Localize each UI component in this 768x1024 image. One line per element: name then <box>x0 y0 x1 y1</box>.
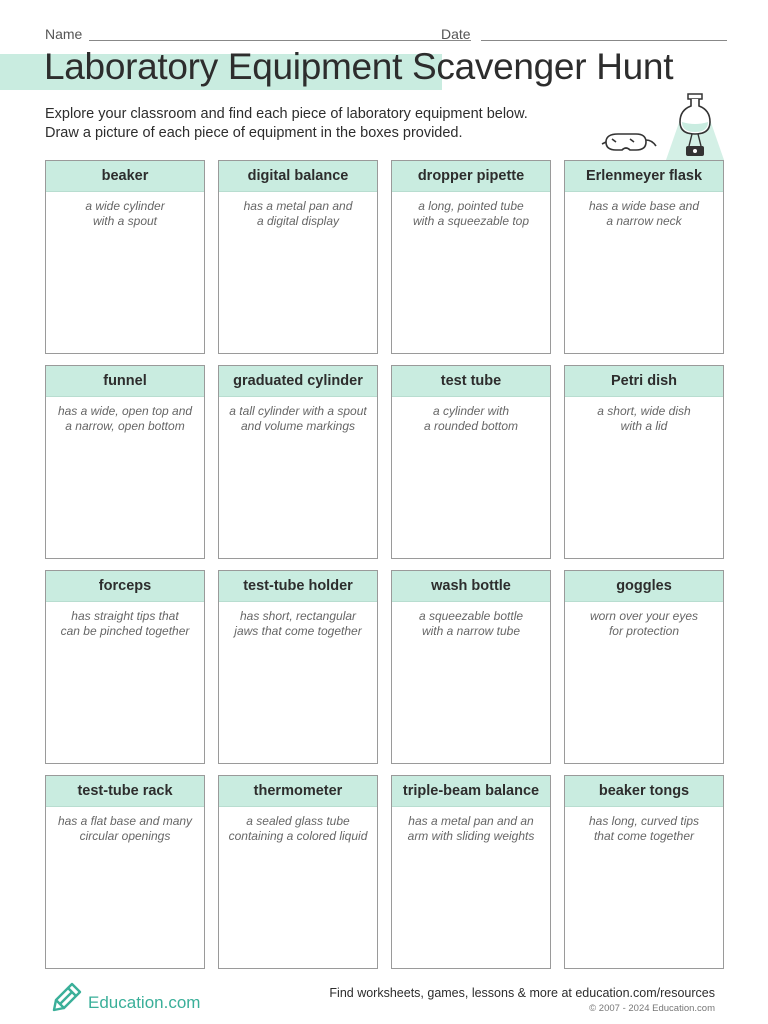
logo-text: Education.com <box>88 993 201 1012</box>
equipment-name: funnel <box>46 366 204 397</box>
name-field[interactable] <box>89 40 471 41</box>
equipment-description <box>392 192 550 229</box>
equipment-name: test-tube rack <box>46 776 204 807</box>
description-line-1: has a metal pan and <box>243 199 353 213</box>
description-line-2: jaws that come together <box>234 624 362 638</box>
equipment-description <box>392 807 550 844</box>
equipment-card[interactable] <box>564 570 724 764</box>
equipment-description <box>392 397 550 434</box>
copyright: © 2007 - 2024 Education.com <box>589 1003 715 1014</box>
equipment-card[interactable] <box>564 365 724 559</box>
equipment-name: triple-beam balance <box>392 776 550 807</box>
lab-illustration <box>600 92 730 162</box>
education-logo[interactable] <box>52 980 212 1014</box>
name-date-row <box>45 26 727 44</box>
description-line-2: a rounded bottom <box>423 419 519 433</box>
description-line-1: has a flat base and many <box>57 814 193 828</box>
description-line-2: that come together <box>593 829 695 843</box>
equipment-card[interactable] <box>391 570 551 764</box>
description-line-1: a wide cylinder <box>85 199 165 213</box>
equipment-description <box>565 397 723 434</box>
description-line-1: a tall cylinder with a spout <box>229 404 367 418</box>
description-line-1: has short, rectangular <box>239 609 357 623</box>
description-line-2: arm with sliding weights <box>407 829 535 843</box>
title-part-1: Laboratory Equipment <box>44 46 403 87</box>
equipment-card[interactable] <box>45 160 205 354</box>
description-line-2: a digital display <box>256 214 340 228</box>
description-line-2: for protection <box>608 624 680 638</box>
date-label: Date <box>441 26 471 42</box>
description-line-1: worn over your eyes <box>589 609 699 623</box>
equipment-description <box>219 192 377 229</box>
pencil-logo-icon <box>52 980 86 1014</box>
description-line-2: and volume markings <box>240 419 356 433</box>
description-line-1: has straight tips that <box>71 609 179 623</box>
footer-info <box>329 986 715 1014</box>
equipment-name: beaker <box>46 161 204 192</box>
equipment-description <box>565 602 723 639</box>
description-line-1: a cylinder with <box>432 404 510 418</box>
equipment-card[interactable] <box>391 160 551 354</box>
description-line-2: with a lid <box>620 419 668 433</box>
equipment-description <box>565 807 723 844</box>
equipment-name: graduated cylinder <box>219 366 377 397</box>
instructions <box>45 105 605 143</box>
equipment-card[interactable] <box>45 570 205 764</box>
name-label: Name <box>45 26 83 42</box>
equipment-name: dropper pipette <box>392 161 550 192</box>
equipment-name: Petri dish <box>565 366 723 397</box>
equipment-name: goggles <box>565 571 723 602</box>
equipment-description <box>46 807 204 844</box>
equipment-name: thermometer <box>219 776 377 807</box>
description-line-2: circular openings <box>79 829 171 843</box>
equipment-card[interactable] <box>564 775 724 969</box>
description-line-2: a narrow neck <box>606 214 682 228</box>
date-field[interactable] <box>481 40 727 41</box>
equipment-name: forceps <box>46 571 204 602</box>
equipment-description <box>46 602 204 639</box>
equipment-name: wash bottle <box>392 571 550 602</box>
equipment-description <box>565 192 723 229</box>
instructions-line-1: Explore your classroom and find each piece of laboratory equipment below. <box>45 106 528 122</box>
equipment-description <box>219 602 377 639</box>
equipment-name: Erlenmeyer flask <box>565 161 723 192</box>
description-line-2: with a squeezable top <box>412 214 530 228</box>
equipment-description <box>46 397 204 434</box>
flask-icon <box>666 94 724 160</box>
equipment-card[interactable] <box>391 775 551 969</box>
equipment-description <box>219 397 377 434</box>
description-line-1: a squeezable bottle <box>418 609 524 623</box>
description-line-1: has a wide base and <box>588 199 700 213</box>
equipment-card[interactable] <box>218 365 378 559</box>
equipment-card[interactable] <box>564 160 724 354</box>
goggles-icon <box>602 134 656 150</box>
equipment-card[interactable] <box>218 775 378 969</box>
equipment-card[interactable] <box>218 570 378 764</box>
page-title <box>44 46 673 88</box>
description-line-2: with a narrow tube <box>421 624 521 638</box>
title-part-2: Scavenger Hunt <box>412 46 674 87</box>
instructions-line-2: Draw a picture of each piece of equipment in the boxes provided. <box>45 125 463 141</box>
description-line-1: a short, wide dish <box>597 404 691 418</box>
equipment-card[interactable] <box>218 160 378 354</box>
equipment-card[interactable] <box>45 365 205 559</box>
equipment-description <box>392 602 550 639</box>
equipment-name: test-tube holder <box>219 571 377 602</box>
description-line-2: a narrow, open bottom <box>65 419 185 433</box>
resources-link[interactable]: Find worksheets, games, lessons & more at education.com/resources <box>329 986 715 1000</box>
description-line-2: can be pinched together <box>60 624 190 638</box>
equipment-card[interactable] <box>45 775 205 969</box>
equipment-description <box>46 192 204 229</box>
description-line-1: has long, curved tips <box>588 814 700 828</box>
description-line-1: has a wide, open top and <box>57 404 193 418</box>
equipment-name: test tube <box>392 366 550 397</box>
equipment-card[interactable] <box>391 365 551 559</box>
description-line-1: a sealed glass tube <box>246 814 350 828</box>
description-line-2: containing a colored liquid <box>228 829 368 843</box>
equipment-description <box>219 807 377 844</box>
description-line-2: with a spout <box>92 214 158 228</box>
equipment-name: beaker tongs <box>565 776 723 807</box>
description-line-1: has a metal pan and an <box>408 814 534 828</box>
description-line-1: a long, pointed tube <box>418 199 524 213</box>
equipment-name: digital balance <box>219 161 377 192</box>
